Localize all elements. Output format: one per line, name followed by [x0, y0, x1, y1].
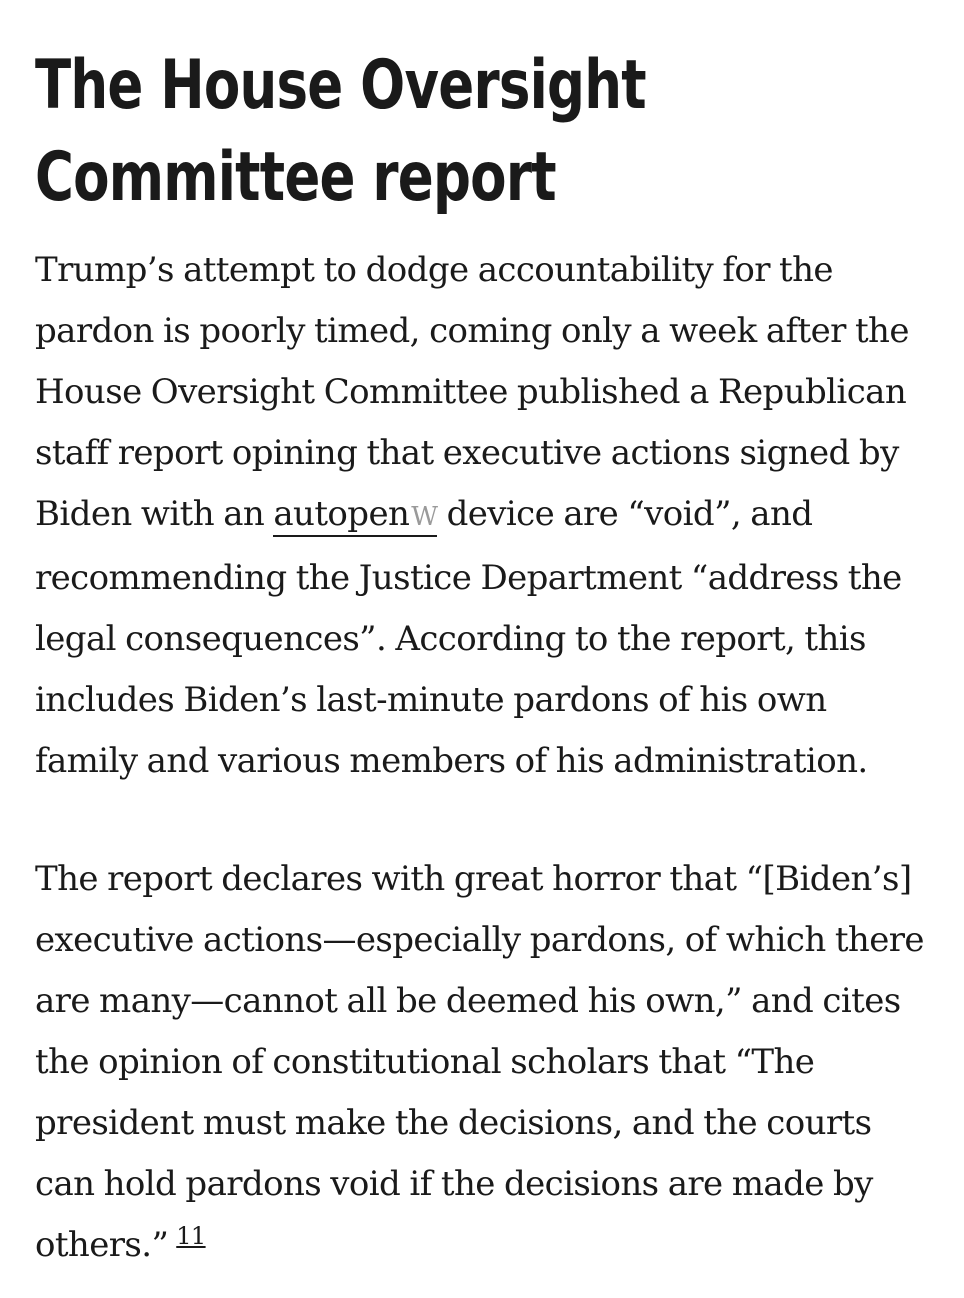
autopen-link-text: autopen [273, 494, 410, 534]
paragraph-1-text-after-link: device are “void”, and recommending the Justice Department “address the legal consequences”. According to the report, this includes Biden’s last-minute pardons of his own family and various members of his administration. [35, 494, 902, 781]
paragraph-1-text-before-link: Trump’s attempt to dodge accountability for the pardon is poorly timed, coming only a week after the House Oversight Committee published a Republican staff report opining that executive actions signed by Biden with an [35, 250, 909, 534]
paragraph-1 [35, 240, 934, 792]
autopen-wiki-link[interactable] [273, 494, 437, 537]
footnote-link[interactable]: 11 [176, 1221, 206, 1250]
wikipedia-icon: W [411, 502, 438, 532]
paragraph-2-text: The report declares with great horror that “[Biden’s] executive actions—especially pardons, of which there are many—cannot all be deemed his own,” and cites the opinion of constitutional scholars that “The president must make the decisions, and the courts can hold pardons void if the decisions are made by others.” [35, 859, 924, 1265]
section-heading: The House Oversight Committee report [35, 46, 646, 217]
paragraph-2 [35, 849, 934, 1276]
